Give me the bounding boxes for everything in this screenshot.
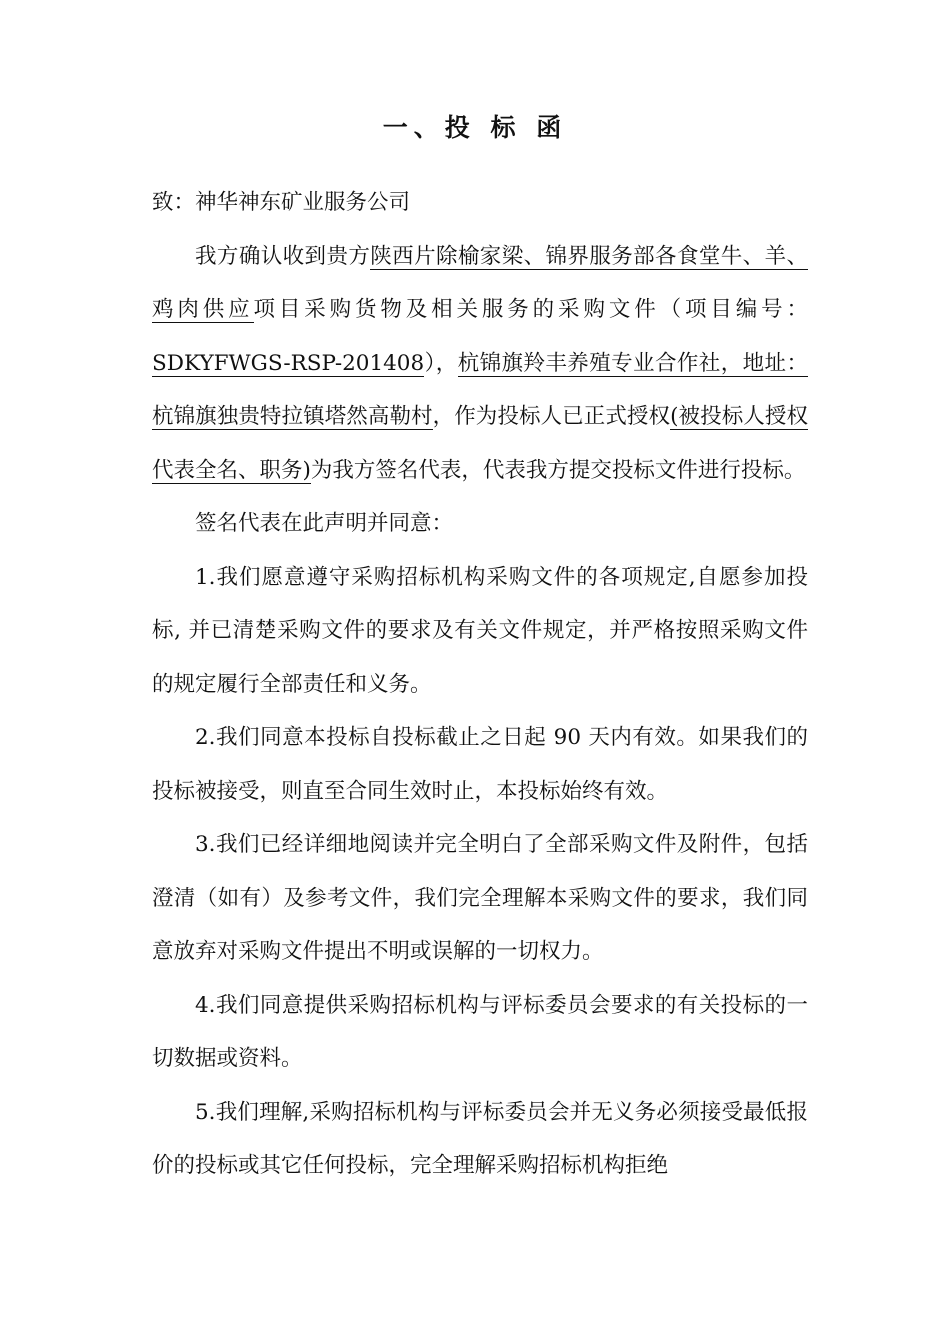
project-number-field: SDKYFWGS-RSP-201408 <box>152 350 425 376</box>
intro-paragraph <box>152 230 808 498</box>
intro-text-1: 我方确认收到贵方 <box>195 243 371 269</box>
intro-text-3: ）， <box>424 350 458 376</box>
bidder-field: 杭锦旗羚丰养殖专业合作社，地址：杭锦旗独贵特拉镇塔然高勒村 <box>152 350 808 429</box>
page-title: 一、投 标 函 <box>382 113 568 142</box>
document-body <box>152 176 808 1193</box>
clause-2: 2.我们同意本投标自投标截止之日起 90 天内有效。如果我们的投标被接受，则直至合同生效时止，本投标始终有效。 <box>152 725 808 804</box>
intro-text-4: ，作为投标人已正式授权 <box>432 404 671 429</box>
representative-field: (被投标人授权代表全名、职务) <box>152 404 808 483</box>
clause-4: 4.我们同意提供采购招标机构与评标委员会要求的有关投标的一切数据或资料。 <box>152 992 808 1071</box>
clause-1: 1.我们愿意遵守采购招标机构采购文件的各项规定,自愿参加投标, 并已清楚采购文件的要求及有关文件规定，并严格按照采购文件的规定履行全部责任和义务。 <box>152 564 808 697</box>
project-name-field: 陕西片除榆家梁、锦界服务部各食堂牛、羊、鸡肉供应 <box>152 243 808 322</box>
intro-text-5: 为我方签名代表，代表我方提交投标文件进行投标。 <box>310 457 806 483</box>
clause-3: 3.我们已经详细地阅读并完全明白了全部采购文件及附件，包括澄清（如有）及参考文件，我们完全理解本采购文件的要求，我们同意放弃对采购文件提出不明或误解的一切权力。 <box>152 832 808 964</box>
statement: 签名代表在此声明并同意： <box>195 511 454 536</box>
clause-5: 5.我们理解,采购招标机构与评标委员会并无义务必须接受最低报价的投标或其它任何投标，完全理解采购招标机构拒绝 <box>152 1099 808 1178</box>
addressee: 致：神华神东矿业服务公司 <box>152 190 411 215</box>
intro-text-2: 项目采购货物及相关服务的采购文件（项目编号： <box>253 297 808 322</box>
